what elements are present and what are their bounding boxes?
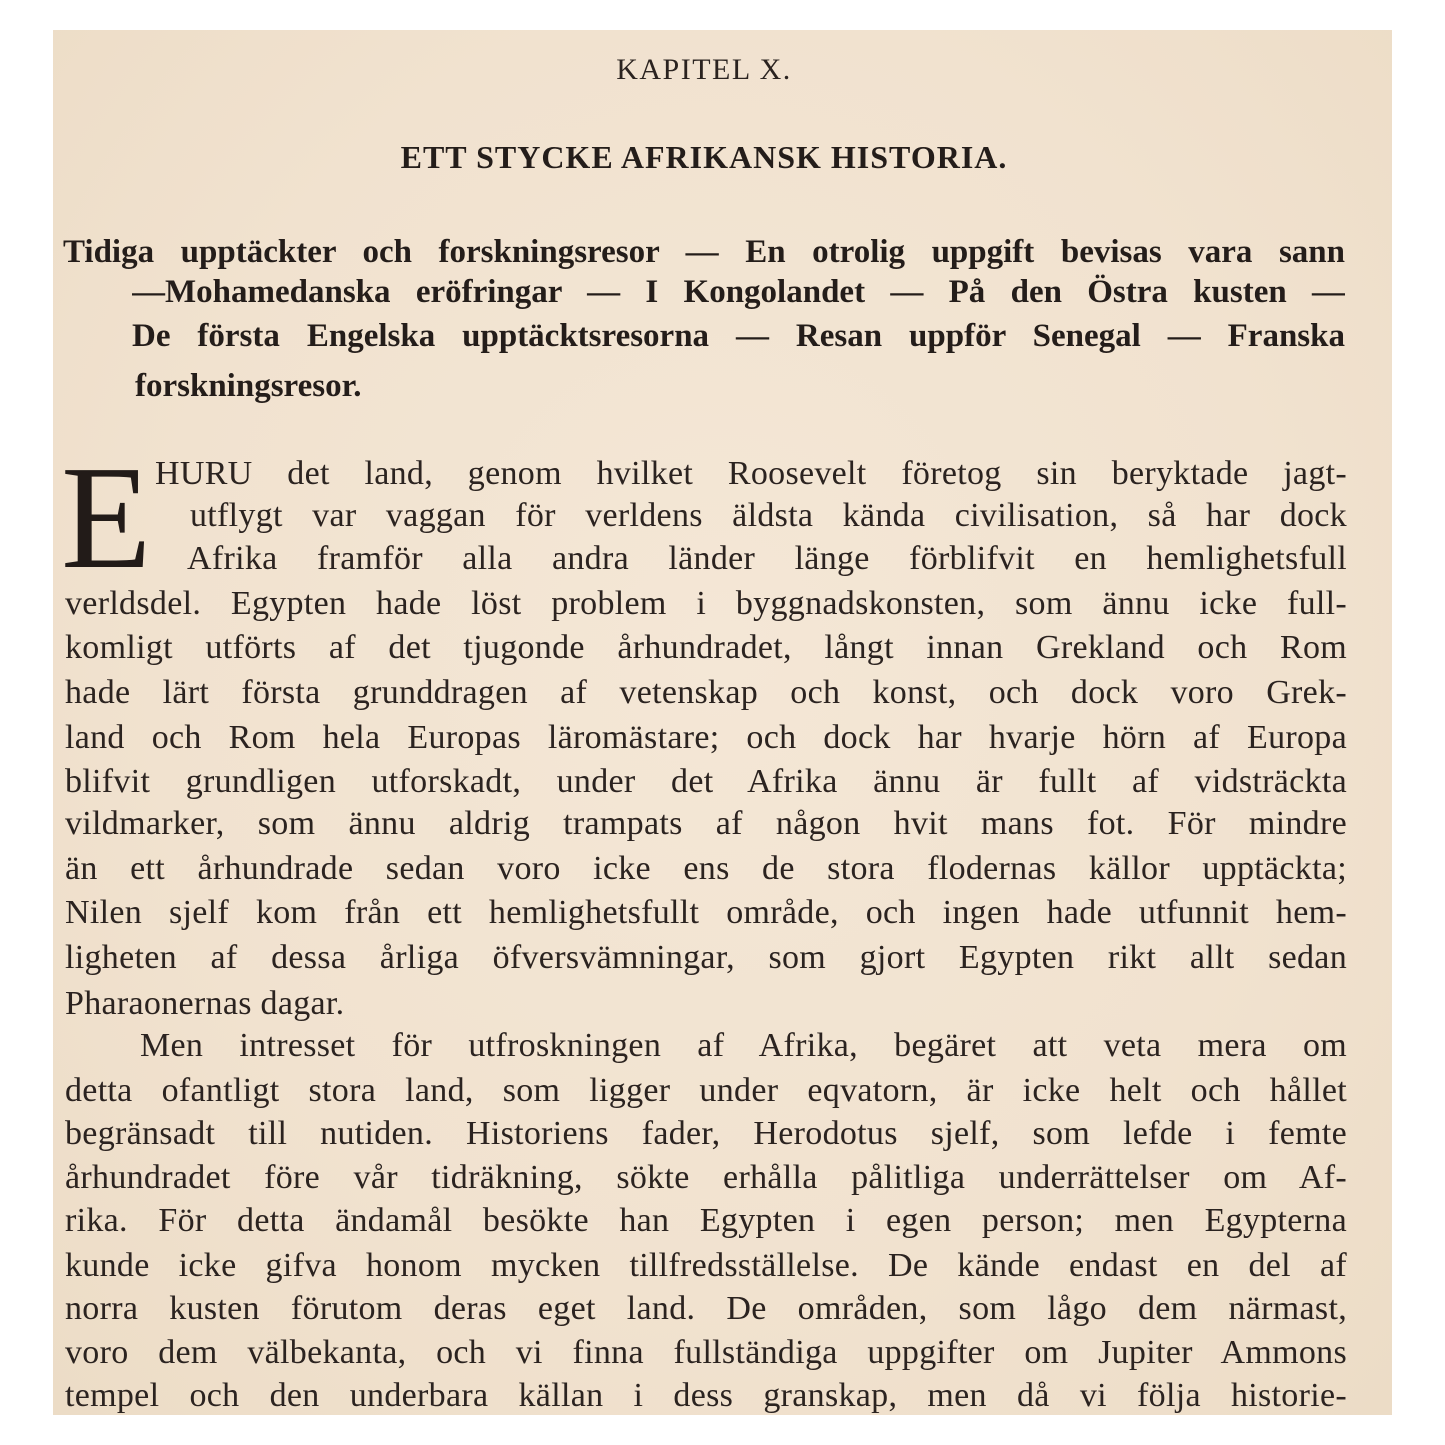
text-line: tempel och den underbara källan i dess granskap, men då vi följa historie-	[65, 1377, 1347, 1414]
book-page	[53, 30, 1392, 1415]
text-line: Nilen sjelf kom från ett hemlighetsfullt område, och ingen hade utfunnit hem-	[65, 894, 1347, 931]
text-line: voro dem välbekanta, och vi finna fullständiga uppgifter om Jupiter Ammons	[65, 1334, 1347, 1371]
text-line: HURU det land, genom hvilket Roosevelt företog sin beryktade jagt-	[155, 455, 1347, 492]
text-line: Afrika framför alla andra länder länge förblifvit en hemlighetsfull	[187, 540, 1347, 577]
text-line: detta ofantligt stora land, som ligger under eqvatorn, är icke helt och hållet	[65, 1072, 1347, 1109]
text-line: rika. För detta ändamål besökte han Egypten i egen person; men Egypterna	[65, 1202, 1347, 1239]
text-line: utflygt var vaggan för verldens äldsta kända civilisation, så har dock	[190, 497, 1347, 534]
summary-line: forskningsresor.	[135, 368, 362, 404]
text-line: norra kusten förutom deras eget land. De områden, som lågo dem närmast,	[65, 1290, 1347, 1327]
drop-cap: E	[61, 436, 152, 600]
text-line: land och Rom hela Europas läromästare; och dock har hvarje hörn af Europa	[65, 719, 1347, 756]
text-line: kunde icke gifva honom mycken tillfredsställelse. De kände endast en del af	[65, 1247, 1347, 1284]
chapter-title: ETT STYCKE AFRIKANSK HISTORIA.	[400, 139, 1008, 175]
text-line: komligt utförts af det tjugonde århundradet, långt innan Grekland och Rom	[65, 629, 1347, 666]
text-line: begränsadt till nutiden. Historiens fader, Herodotus sjelf, som lefde i femte	[65, 1115, 1347, 1152]
text-line: än ett århundrade sedan voro icke ens de stora flodernas källor upptäckta;	[65, 850, 1347, 887]
text-line: blifvit grundligen utforskadt, under det Afrika ännu är fullt af vidsträckta	[65, 763, 1347, 800]
summary-line: De första Engelska upptäcktsresorna — Resan uppför Senegal — Franska	[132, 318, 1345, 354]
text-line: århundradet före vår tidräkning, sökte erhålla pålitliga underrättelser om Af-	[65, 1159, 1347, 1196]
text-line: Men intresset för utfroskningen af Afrika, begäret att veta mera om	[140, 1027, 1347, 1064]
chapter-heading: KAPITEL X.	[616, 53, 792, 86]
text-line: hade lärt första grunddragen af vetenskap och konst, och dock voro Grek-	[65, 674, 1347, 711]
summary-line: Tidiga upptäckter och forskningsresor — En otrolig uppgift bevisas vara sann	[63, 234, 1345, 270]
text-line: ligheten af dessa årliga öfversvämningar, som gjort Egypten rikt allt sedan	[65, 939, 1347, 976]
text-line: vildmarker, som ännu aldrig trampats af någon hvit mans fot. För mindre	[65, 805, 1347, 842]
text-line: verldsdel. Egypten hade löst problem i byggnadskonsten, som ännu icke full-	[65, 585, 1347, 622]
text-line: Pharaonernas dagar.	[65, 985, 345, 1022]
summary-line: —Mohamedanska eröfringar — I Kongolandet — På den Östra kusten —	[132, 274, 1345, 310]
